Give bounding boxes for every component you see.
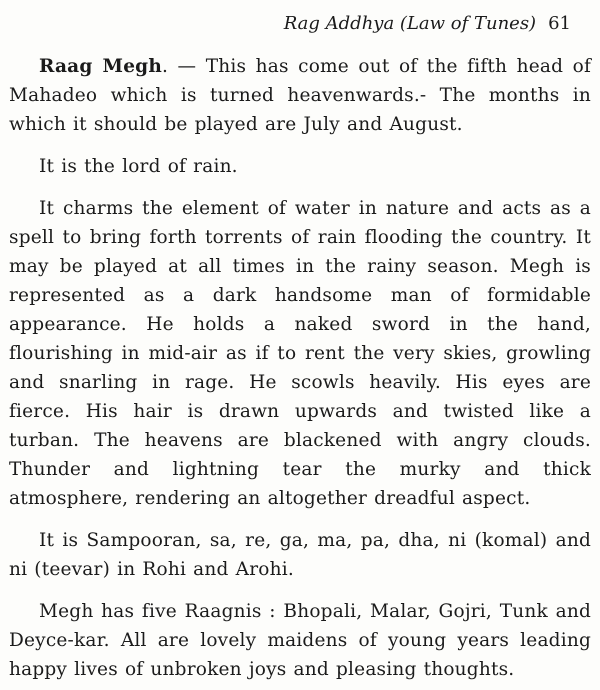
paragraph-raagnis: Megh has five Raagnis : Bhopali, Malar, Gojri, Tunk and Deyce-kar. All are lovely maidens of young years leading happy lives of unbroken joys and pleasing thoughts. (9, 601, 591, 680)
paragraph-text: . — This has come out of the fifth head of Mahadeo which is turned heavenwards.- The months in which it should be played are July and August. (9, 56, 591, 135)
page-header (9, 12, 571, 36)
running-head-title: Rag Addhya (Law of Tunes) (283, 13, 537, 34)
page-number: 61 (548, 13, 571, 34)
paragraph-notes: It is Sampooran, sa, re, ga, ma, pa, dha, ni (komal) and ni (teevar) in Rohi and Arohi. (9, 530, 591, 580)
paragraph-raag-megh (9, 52, 591, 139)
paragraph-description: It charms the element of water in nature and acts as a spell to bring forth torrents of rain flooding the country. It may be played at all times in the rainy season. Megh is represented as a dark handsome man of formidable appearance. He holds a naked sword in the hand, flourishing in mid-air as if to rent the very skies, growling and snarling in rage. He scowls heavily. His eyes are fierce. His hair is drawn upwards and twisted like a turban. The heavens are blackened with angry clouds. Thunder and lightning tear the murky and thick atmosphere, rendering an altogether dreadful aspect. (9, 198, 591, 509)
paragraph-lord-of-rain: It is the lord of rain. (39, 156, 238, 177)
page-body (9, 52, 591, 684)
paragraph-lead-raag-megh: Raag Megh (39, 56, 162, 77)
